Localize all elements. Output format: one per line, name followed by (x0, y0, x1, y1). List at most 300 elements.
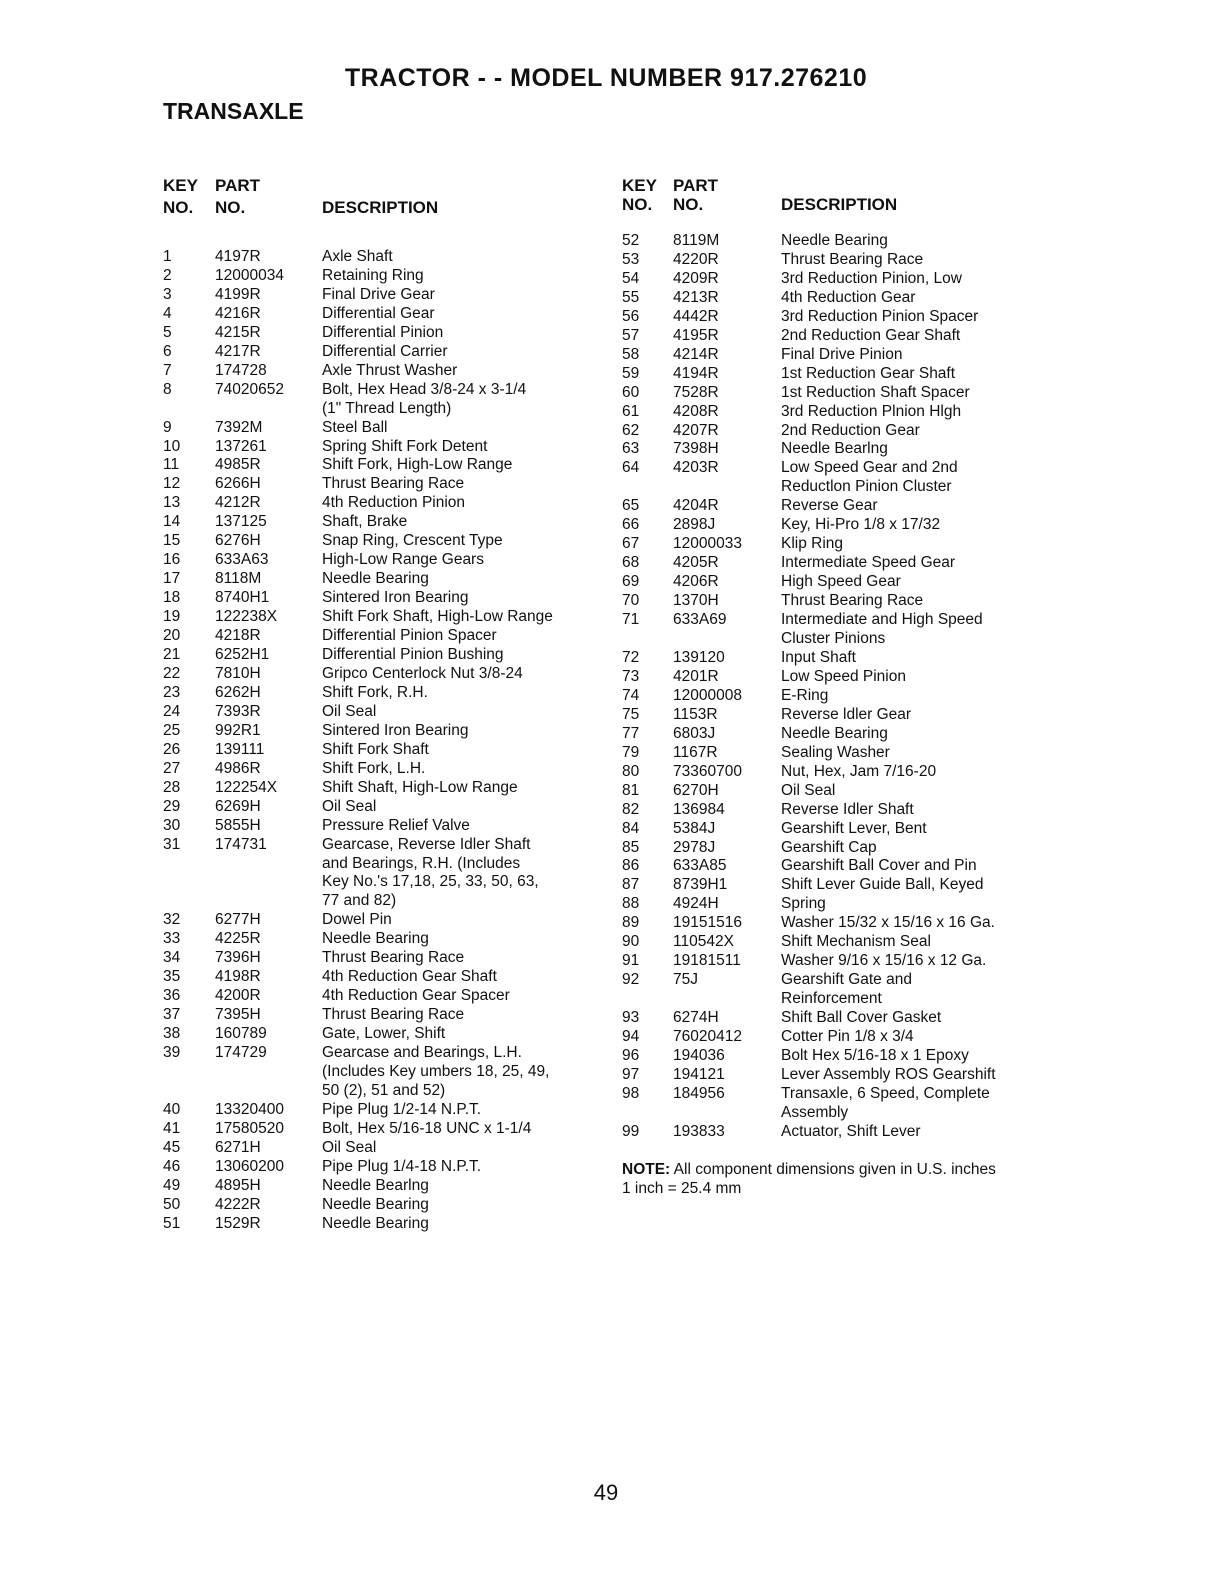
part-no: 4222R (215, 1195, 261, 1213)
key-no: 22 (163, 664, 181, 682)
part-no: 74020652 (215, 380, 284, 398)
key-no: 17 (163, 570, 181, 588)
table-row (163, 608, 612, 627)
header-description: DESCRIPTION (781, 195, 898, 214)
table-row (622, 440, 1081, 459)
key-no (163, 892, 215, 911)
description: Reinforcement (781, 990, 882, 1008)
description: Actuator, Shift Lever (781, 1122, 921, 1140)
table-row (163, 798, 612, 817)
key-no: 72 (622, 648, 640, 666)
description: Reverse Gear (781, 497, 878, 515)
description: Shift Lever Guide Ball, Keyed (781, 876, 984, 894)
table-row (622, 1009, 1081, 1028)
part-no: 5855H (215, 816, 261, 834)
part-no: 76020412 (673, 1028, 742, 1046)
part-no (215, 1063, 322, 1082)
description: Gearshift Lever, Bent (781, 819, 927, 837)
table-row (163, 248, 612, 267)
key-no: 11 (163, 456, 180, 474)
table-row (622, 365, 1081, 384)
part-no: 73360700 (673, 762, 742, 780)
table-row (163, 722, 612, 741)
description: Reverse ldler Gear (781, 705, 912, 723)
key-no: 23 (163, 683, 181, 701)
table-row (163, 589, 612, 608)
table-row (622, 782, 1081, 801)
dimension-note (622, 1160, 996, 1198)
table-row (163, 305, 612, 324)
part-no: 5384J (673, 819, 716, 837)
description: Key No.'s 17,18, 25, 33, 50, 63, (322, 873, 539, 891)
description: Thrust Bearing Race (322, 1006, 465, 1024)
key-no: 50 (163, 1195, 181, 1213)
table-row (163, 286, 612, 305)
table-row (163, 362, 612, 381)
part-no: 19151516 (673, 914, 742, 932)
description: Differential Gear (322, 304, 435, 322)
part-no: 6262H (215, 683, 261, 701)
description: Final Drive Gear (322, 285, 435, 303)
part-no: 184956 (673, 1084, 725, 1102)
description: 1st Reduction Shaft Spacer (781, 383, 970, 401)
part-no: 4205R (673, 554, 719, 572)
key-no: 32 (163, 911, 181, 929)
table-row (622, 611, 1081, 630)
description: Cluster Pinions (781, 630, 886, 648)
key-no: 73 (622, 667, 640, 685)
part-no: 160789 (215, 1025, 267, 1043)
key-no: 31 (163, 835, 181, 853)
key-no: 2 (163, 266, 172, 284)
key-no: 38 (163, 1025, 181, 1043)
table-row (622, 763, 1081, 782)
key-no: 45 (163, 1138, 181, 1156)
part-no: 2978J (673, 838, 716, 856)
description: Oil Seal (781, 781, 836, 799)
table-row (622, 990, 1081, 1009)
key-no: 9 (163, 418, 172, 436)
header-part-no: NO. (673, 195, 704, 214)
header-key-no: NO. (622, 195, 653, 214)
key-no: 5 (163, 323, 172, 341)
key-no: 10 (163, 437, 181, 455)
description: Gearshift Gate and (781, 971, 912, 989)
table-row (622, 270, 1081, 289)
part-no: 139111 (215, 740, 265, 758)
table-row (622, 497, 1081, 516)
key-no: 99 (622, 1122, 640, 1140)
description: 77 and 82) (322, 892, 397, 910)
table-row (163, 873, 612, 892)
part-no: 4208R (673, 402, 719, 420)
part-no (215, 855, 322, 874)
part-no (215, 873, 322, 892)
key-no: 92 (622, 971, 640, 989)
table-row (622, 478, 1081, 497)
key-no: 65 (622, 497, 640, 515)
page-number: 49 (593, 1480, 619, 1505)
key-no: 70 (622, 592, 640, 610)
key-no: 93 (622, 1009, 640, 1027)
key-no: 49 (163, 1176, 181, 1194)
key-no: 24 (163, 702, 181, 720)
part-no: 7393R (215, 702, 261, 720)
table-row (163, 1158, 612, 1177)
key-no: 53 (622, 250, 640, 268)
description: Key, Hi-Pro 1/8 x 17/32 (781, 516, 941, 534)
part-no: 139120 (673, 648, 725, 666)
key-no: 20 (163, 627, 181, 645)
description: Shift Fork, High-Low Range (322, 456, 513, 474)
description: Thrust Bearing Race (322, 949, 465, 967)
key-no: 52 (622, 232, 640, 249)
description: Needle Bearing (781, 724, 888, 742)
description: Lever Assembly ROS Gearshift (781, 1065, 996, 1083)
description: Sintered Iron Bearing (322, 589, 469, 607)
key-no: 58 (622, 345, 640, 363)
table-row (622, 820, 1081, 839)
description: 2nd Reduction Gear Shaft (781, 326, 961, 344)
table-row (163, 817, 612, 836)
key-no: 79 (622, 743, 640, 761)
table-row (163, 987, 612, 1006)
key-no (163, 400, 215, 419)
part-no: 13320400 (215, 1100, 284, 1118)
part-no: 4214R (673, 345, 719, 363)
table-row (622, 592, 1081, 611)
part-no (673, 1104, 781, 1123)
table-row (163, 1139, 612, 1158)
key-no: 96 (622, 1046, 640, 1064)
part-no: 194121 (673, 1065, 725, 1083)
description: Sealing Washer (781, 743, 890, 761)
table-row (622, 573, 1081, 592)
table-row (163, 400, 612, 419)
table-row (622, 1104, 1081, 1123)
page-title: TRACTOR - - MODEL NUMBER 917.276210 (344, 64, 868, 92)
table-row (163, 381, 612, 400)
key-no (622, 630, 673, 649)
part-no: 12000008 (673, 686, 742, 704)
key-no: 19 (163, 608, 181, 626)
description: Klip Ring (781, 535, 844, 553)
section-title: TRANSAXLE (163, 98, 304, 124)
table-row (622, 289, 1081, 308)
description: Thrust Bearing Race (781, 250, 924, 268)
table-row (163, 1025, 612, 1044)
table-row (622, 554, 1081, 573)
parts-rows-right (622, 232, 1081, 1142)
column-headers-left (163, 176, 612, 230)
table-row (622, 308, 1081, 327)
part-no: 4225R (215, 930, 261, 948)
part-no: 4195R (673, 326, 719, 344)
table-row (163, 570, 612, 589)
key-no: 98 (622, 1084, 640, 1102)
table-row (163, 930, 612, 949)
table-row (622, 668, 1081, 687)
key-no: 13 (163, 494, 181, 512)
key-no (163, 1063, 215, 1082)
table-row (622, 1028, 1081, 1047)
table-row (163, 532, 612, 551)
description: Shift Fork, R.H. (322, 683, 428, 701)
table-row (163, 703, 612, 722)
table-row (163, 1006, 612, 1025)
key-no: 85 (622, 838, 640, 856)
description: Gripco Centerlock Nut 3/8-24 (322, 664, 523, 682)
key-no: 25 (163, 721, 181, 739)
part-no: 7392M (215, 418, 263, 436)
part-no: 4209R (673, 269, 719, 287)
description: 4th Reduction Gear Shaft (322, 968, 497, 986)
header-key: KEY (622, 176, 657, 195)
description: Final Drive Pinion (781, 345, 903, 363)
key-no: 8 (163, 380, 172, 398)
table-row (163, 627, 612, 646)
key-no: 15 (163, 532, 181, 550)
part-no: 6276H (215, 532, 261, 550)
table-row (163, 1177, 612, 1196)
key-no: 18 (163, 589, 181, 607)
table-row (622, 801, 1081, 820)
table-row (622, 232, 1081, 251)
part-no: 7528R (673, 383, 719, 401)
part-no: 4201R (673, 667, 719, 685)
table-row (622, 346, 1081, 365)
description: Oil Seal (322, 1138, 377, 1156)
part-no: 4217R (215, 342, 261, 360)
key-no: 74 (622, 686, 640, 704)
table-row (163, 1120, 612, 1139)
description: Transaxle, 6 Speed, Complete (781, 1084, 990, 1102)
part-no: 1167R (673, 743, 718, 761)
description: 4th Reduction Gear Spacer (322, 987, 510, 1005)
key-no: 51 (163, 1214, 181, 1232)
key-no (163, 1082, 215, 1101)
table-row (622, 1085, 1081, 1104)
part-no: 13060200 (215, 1157, 284, 1175)
part-no: 4895H (215, 1176, 261, 1194)
table-row (163, 911, 612, 930)
part-no: 174731 (215, 835, 267, 853)
description: 3rd Reduction Plnion Hlgh (781, 402, 962, 420)
description: Needle Bearlng (781, 440, 888, 458)
part-no: 6252H1 (215, 646, 270, 664)
key-no: 37 (163, 1006, 181, 1024)
header-description: DESCRIPTION (322, 198, 439, 217)
description: Washer 15/32 x 15/16 x 16 Ga. (781, 914, 995, 932)
note-conversion: 1 inch = 25.4 mm (622, 1180, 742, 1197)
table-row (622, 839, 1081, 858)
description: Pressure Relief Valve (322, 816, 470, 834)
key-no: 68 (622, 554, 640, 572)
table-row (163, 267, 612, 286)
part-no: 633A85 (673, 857, 727, 875)
key-no: 16 (163, 551, 181, 569)
key-no: 6 (163, 342, 172, 360)
table-row (163, 836, 612, 855)
part-no: 137125 (215, 513, 267, 531)
description: Needle Bearing (322, 1214, 429, 1232)
part-no (673, 630, 781, 649)
table-row (163, 646, 612, 665)
key-no: 40 (163, 1100, 181, 1118)
table-row (622, 649, 1081, 668)
table-row (622, 725, 1081, 744)
part-no: 174728 (215, 361, 267, 379)
table-row (163, 1063, 612, 1082)
description: Shift Fork, L.H. (322, 759, 426, 777)
key-no: 97 (622, 1065, 640, 1083)
part-no: 4212R (215, 494, 261, 512)
key-no: 33 (163, 930, 181, 948)
key-no: 66 (622, 516, 640, 534)
part-no (673, 478, 781, 497)
table-row (622, 1123, 1081, 1142)
description: Pipe Plug 1/2-14 N.P.T. (322, 1100, 482, 1118)
description: and Bearings, R.H. (Includes (322, 854, 521, 872)
header-part: PART (215, 176, 261, 195)
key-no: 14 (163, 513, 181, 531)
key-no: 7 (163, 361, 172, 379)
part-no: 4200R (215, 987, 261, 1005)
key-no: 82 (622, 800, 640, 818)
description: Gearcase and Bearings, L.H. (322, 1044, 522, 1062)
parts-list-right (622, 176, 1081, 1142)
part-no: 633A69 (673, 611, 727, 629)
table-row (622, 516, 1081, 535)
table-row (622, 876, 1081, 895)
description: Bolt, Hex 5/16-18 UNC x 1-1/4 (322, 1119, 532, 1137)
key-no: 80 (622, 762, 640, 780)
table-row (163, 494, 612, 513)
key-no: 3 (163, 285, 172, 303)
description: Thrust Bearing Race (322, 475, 465, 493)
part-no (215, 892, 322, 911)
part-no: 4442R (673, 307, 719, 325)
key-no: 77 (622, 724, 640, 742)
part-no: 4207R (673, 421, 719, 439)
part-no: 4215R (215, 323, 261, 341)
key-no: 30 (163, 816, 181, 834)
part-no: 4203R (673, 459, 719, 477)
table-row (163, 438, 612, 457)
key-no: 56 (622, 307, 640, 325)
description: Intermediate Speed Gear (781, 554, 956, 572)
part-no: 122254X (215, 778, 278, 796)
description: Spring Shift Fork Detent (322, 437, 488, 455)
key-no: 86 (622, 857, 640, 875)
description: Axle Thrust Washer (322, 361, 458, 379)
key-no: 94 (622, 1028, 640, 1046)
table-row (163, 1044, 612, 1063)
part-no: 12000034 (215, 266, 284, 284)
description: Shift Fork Shaft (322, 740, 429, 758)
part-no: 110542X (673, 933, 734, 951)
part-no: 6270H (673, 781, 719, 799)
part-no: 633A63 (215, 551, 269, 569)
table-row (163, 475, 612, 494)
part-no: 7396H (215, 949, 261, 967)
part-no: 75J (673, 971, 698, 989)
table-row (622, 933, 1081, 952)
part-no: 4220R (673, 250, 719, 268)
description: Cotter Pin 1/8 x 3/4 (781, 1028, 914, 1046)
part-no: 1529R (215, 1214, 261, 1232)
key-no: 64 (622, 459, 640, 477)
table-row (622, 384, 1081, 403)
description: 1st Reduction Gear Shaft (781, 364, 956, 382)
part-no: 6271H (215, 1138, 261, 1156)
key-no: 69 (622, 573, 640, 591)
table-row (163, 741, 612, 760)
table-row (163, 665, 612, 684)
description: Oil Seal (322, 702, 377, 720)
key-no: 46 (163, 1157, 181, 1175)
key-no: 67 (622, 535, 640, 553)
description: Thrust Bearing Race (781, 592, 924, 610)
table-row (622, 744, 1081, 763)
key-no: 84 (622, 819, 640, 837)
note-text: All component dimensions given in U.S. inches (673, 1161, 996, 1178)
description: Intermediate and High Speed (781, 611, 983, 629)
part-no: 4216R (215, 304, 261, 322)
part-no: 137261 (215, 437, 267, 455)
part-no (673, 990, 781, 1009)
key-no: 36 (163, 987, 181, 1005)
table-row (163, 513, 612, 532)
table-row (163, 760, 612, 779)
table-row (163, 968, 612, 987)
description: Differential Pinion Spacer (322, 627, 497, 645)
description: Pipe Plug 1/4-18 N.P.T. (322, 1157, 482, 1175)
key-no: 81 (622, 781, 640, 799)
part-no: 4213R (673, 288, 719, 306)
part-no: 17580520 (215, 1119, 284, 1137)
description: Input Shaft (781, 648, 856, 666)
description: 4th Reduction Pinion (322, 494, 466, 512)
table-row (622, 687, 1081, 706)
description: Oil Seal (322, 797, 377, 815)
key-no: 21 (163, 646, 181, 664)
description: Gate, Lower, Shift (322, 1025, 446, 1043)
part-no: 4986R (215, 759, 261, 777)
key-no: 89 (622, 914, 640, 932)
table-row (163, 324, 612, 343)
part-no: 12000033 (673, 535, 742, 553)
description: Shift Mechanism Seal (781, 933, 931, 951)
column-headers-right (622, 176, 1081, 230)
description: Gearshift Ball Cover and Pin (781, 857, 977, 875)
key-no: 4 (163, 304, 172, 322)
description: Washer 9/16 x 15/16 x 12 Ga. (781, 952, 987, 970)
part-no: 8740H1 (215, 589, 270, 607)
description: Reductlon Pinion Cluster (781, 478, 952, 496)
description: Differential Pinion (322, 323, 444, 341)
key-no: 39 (163, 1044, 181, 1062)
key-no (163, 855, 215, 874)
key-no: 71 (622, 611, 640, 629)
header-part: PART (673, 176, 719, 195)
description: Shift Ball Cover Gasket (781, 1009, 942, 1027)
key-no: 88 (622, 895, 640, 913)
key-no: 35 (163, 968, 181, 986)
part-no: 136984 (673, 800, 725, 818)
key-no: 63 (622, 440, 640, 458)
description: Needle Bearing (781, 232, 888, 249)
